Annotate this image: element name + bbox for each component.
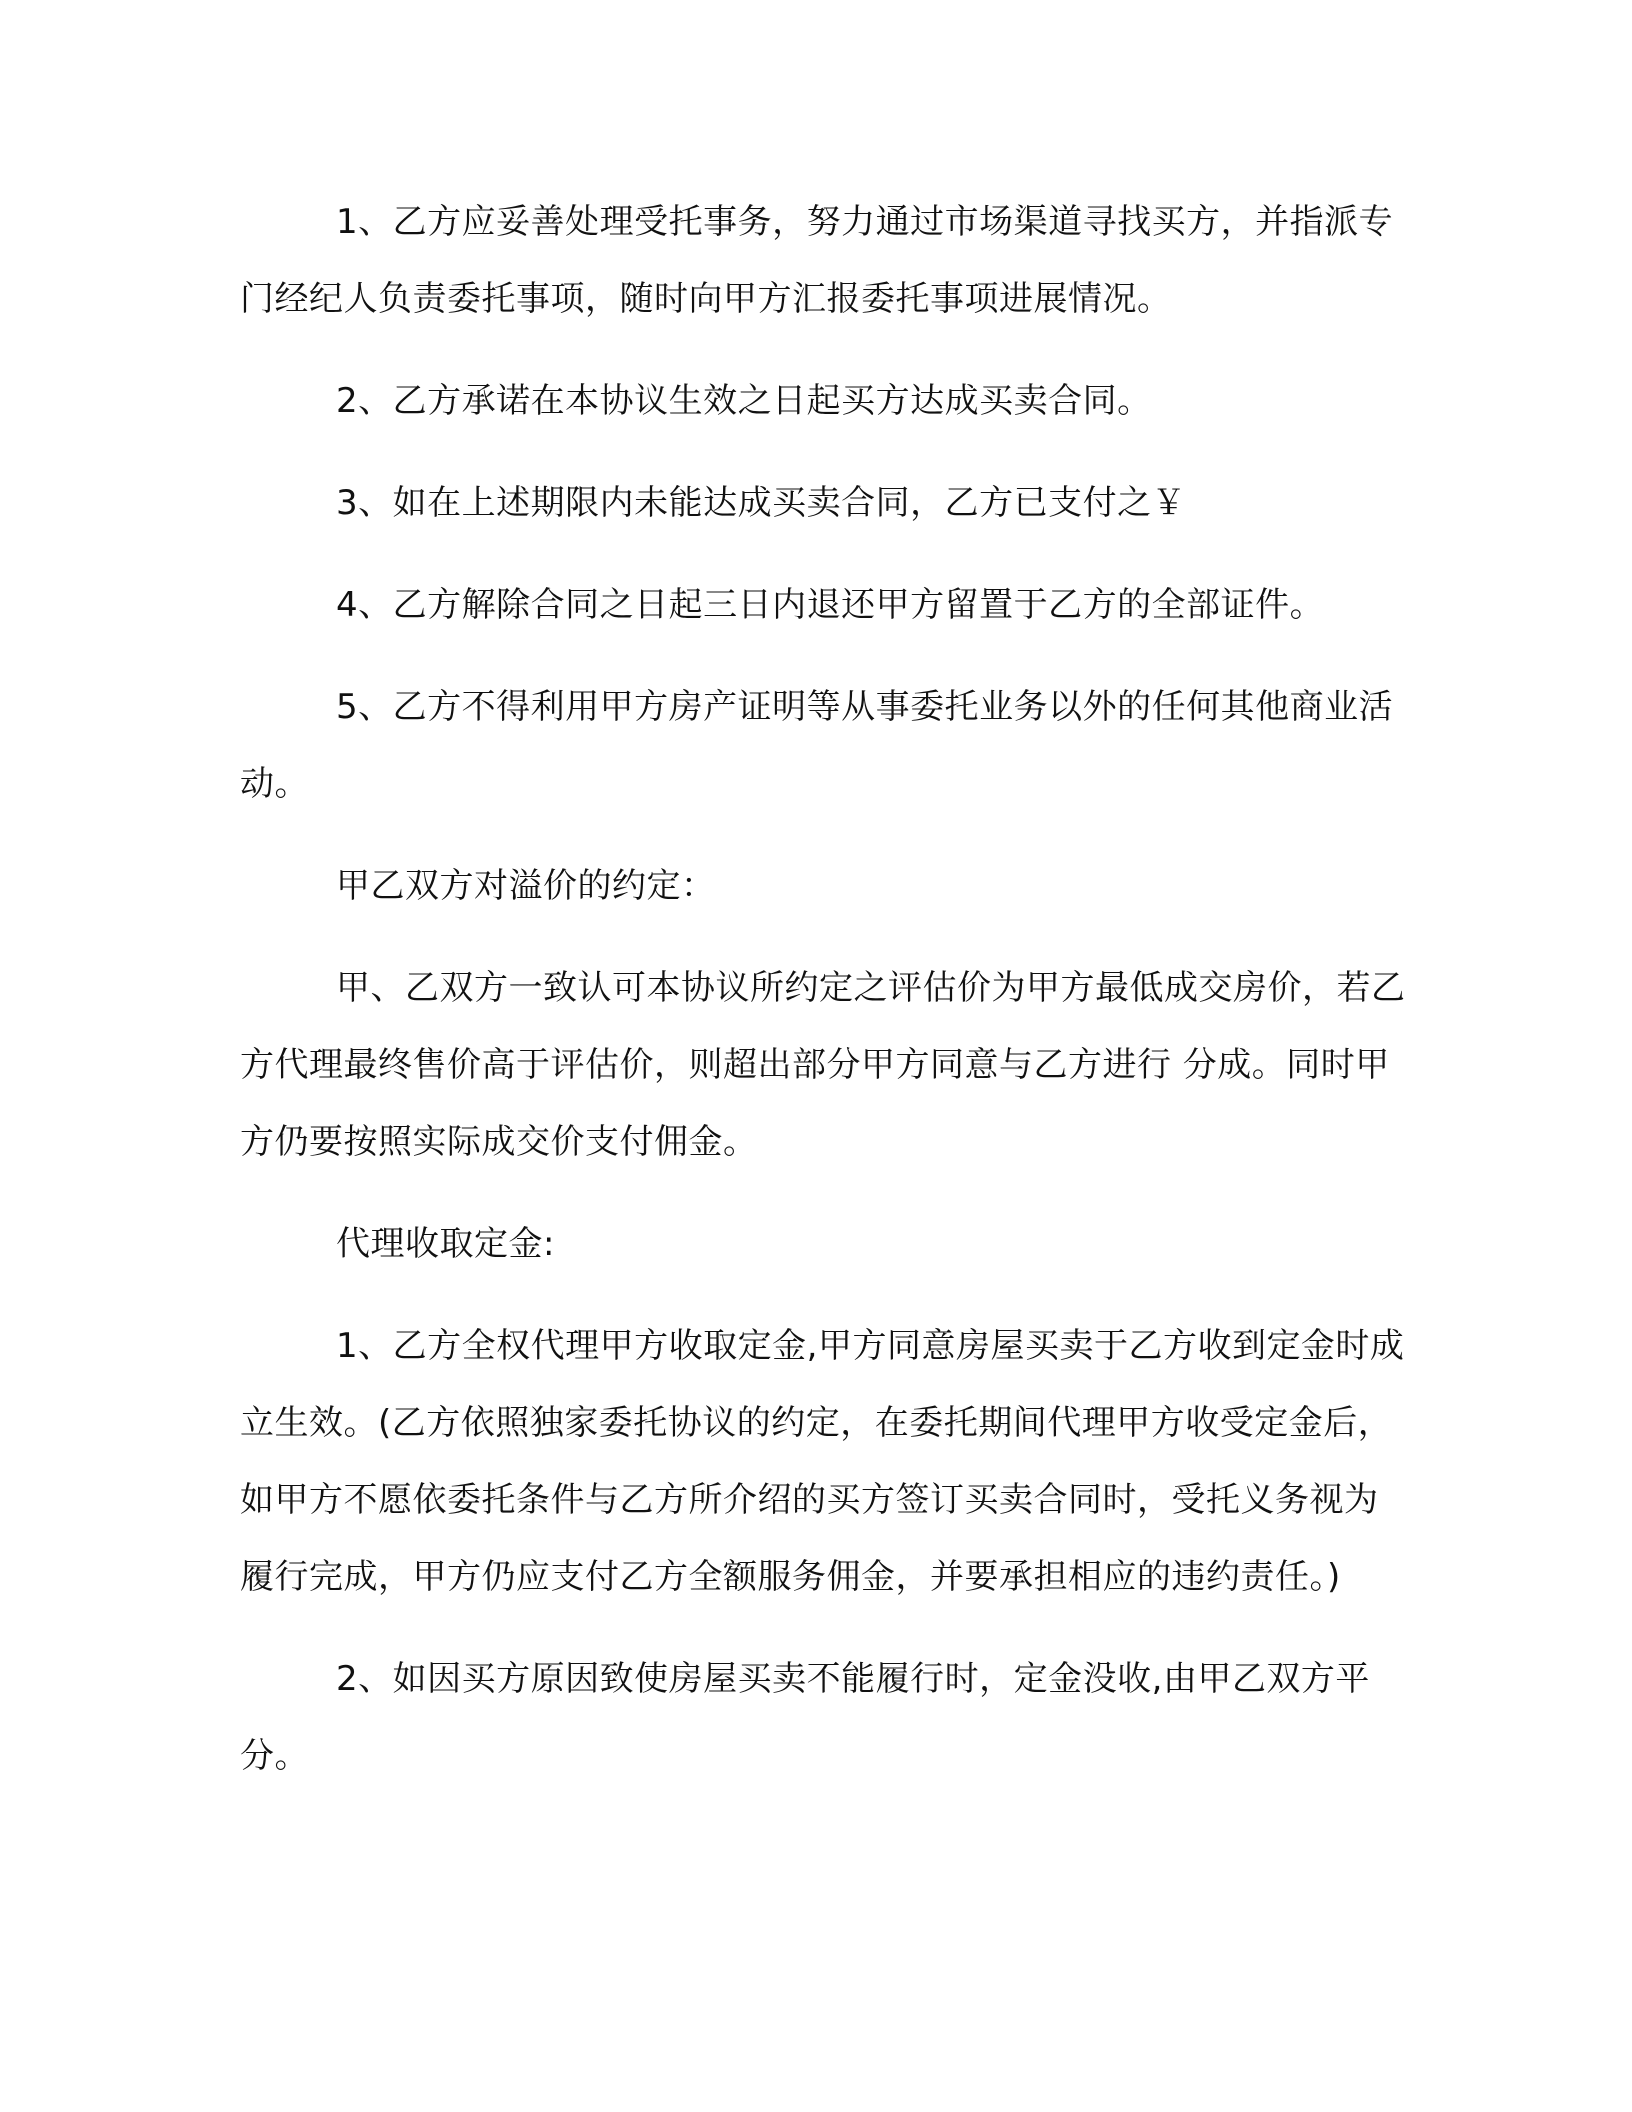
paragraph-spacer [240, 1181, 1410, 1206]
section-heading-premium: 甲乙双方对溢价的约定： [336, 866, 716, 906]
paragraph-deposit-1: 1、乙方全权代理甲方收取定金,甲方同意房屋买卖于乙方收到定金时成立生效。(乙方依照独家委托协议的约定，在委托期间代理甲方收受定金后，如甲方不愿依委托条件与乙方所介绍的买方签订买卖合同时，受托义务视为履行完成，甲方仍应支付乙方全额服务佣金，并要承担相应的违约责任。) [240, 1326, 1405, 1597]
paragraph-spacer [240, 925, 1410, 950]
document-body [240, 184, 1410, 1795]
paragraph-spacer [240, 338, 1410, 363]
paragraph-spacer [240, 440, 1410, 465]
paragraph-3: 3、如在上述期限内未能达成买卖合同，乙方已支付之￥ [336, 483, 1187, 523]
paragraph-spacer [240, 823, 1410, 848]
paragraph-deposit-2: 2、如因买方原因致使房屋买卖不能履行时，定金没收,由甲乙双方平分。 [240, 1659, 1370, 1776]
paragraph-4: 4、乙方解除合同之日起三日内退还甲方留置于乙方的全部证件。 [336, 585, 1325, 625]
section-heading-deposit: 代理收取定金: [336, 1224, 555, 1264]
paragraph-2: 2、乙方承诺在本协议生效之日起买方达成买卖合同。 [336, 381, 1152, 421]
paragraph-1: 1、乙方应妥善处理受托事务，努力通过市场渠道寻找买方，并指派专门经纪人负责委托事项，随时向甲方汇报委托事项进展情况。 [240, 202, 1394, 319]
paragraph-spacer [240, 644, 1410, 669]
paragraph-spacer [240, 1283, 1410, 1308]
paragraph-5: 5、乙方不得利用甲方房产证明等从事委托业务以外的任何其他商业活动。 [240, 687, 1394, 804]
paragraph-spacer [240, 1616, 1410, 1641]
paragraph-premium-agreement: 甲、乙双方一致认可本协议所约定之评估价为甲方最低成交房价，若乙方代理最终售价高于评估价，则超出部分甲方同意与乙方进行 分成。同时甲方仍要按照实际成交价支付佣金。 [240, 968, 1406, 1162]
paragraph-spacer [240, 542, 1410, 567]
